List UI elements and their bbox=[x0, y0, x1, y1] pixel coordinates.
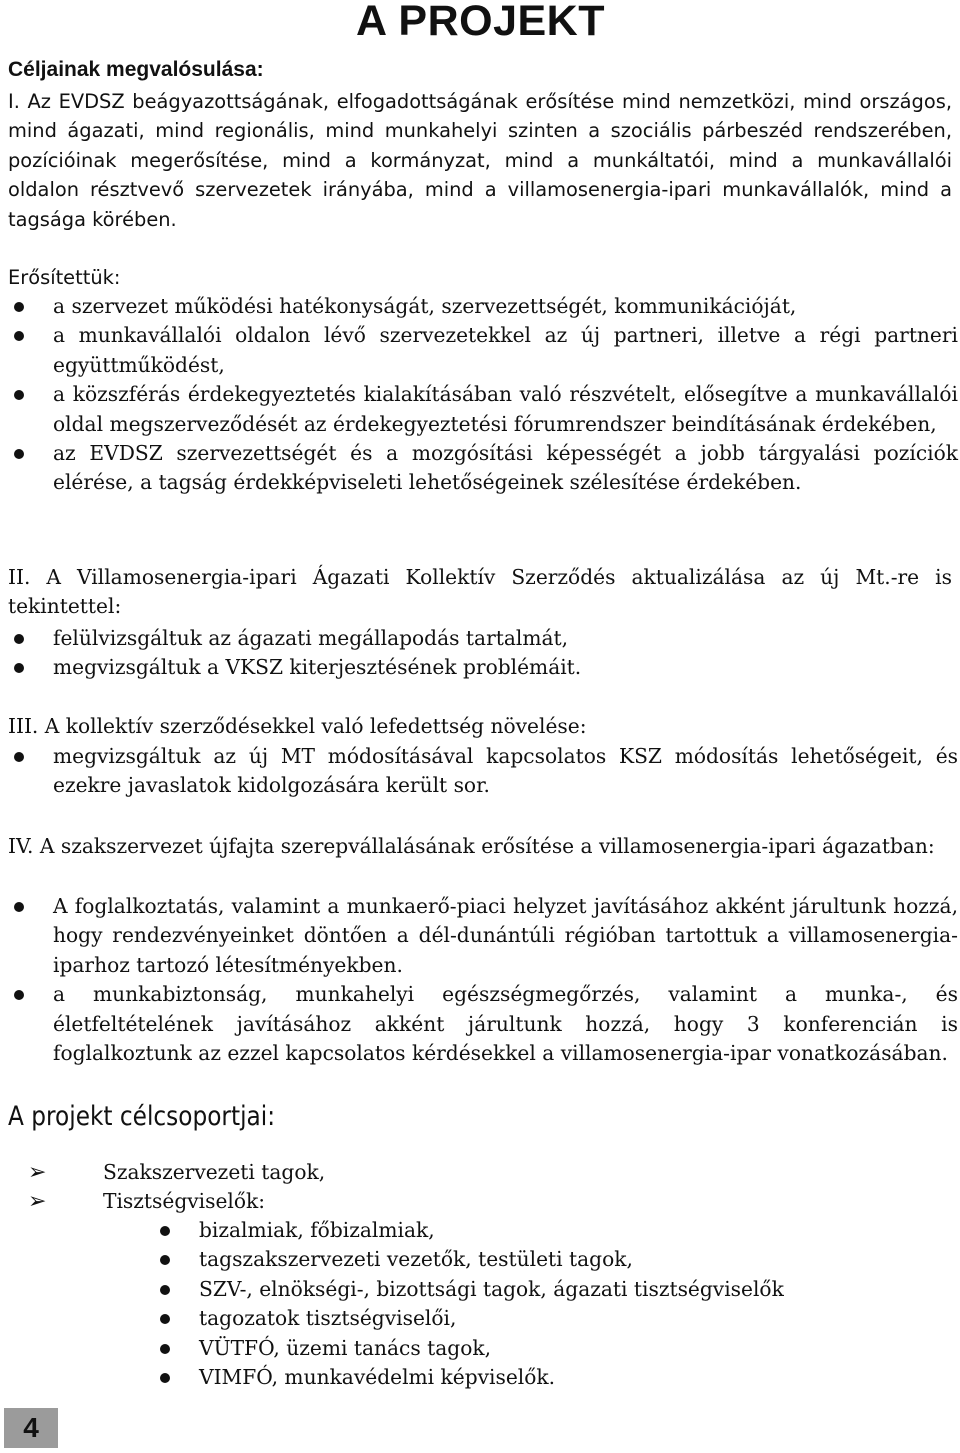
bullet-icon bbox=[14, 990, 24, 1000]
list-item: bizalmiak, főbizalmiak, bbox=[146, 1216, 784, 1245]
list-item: a szervezet működési hatékonyságát, szervezettségét, kommunikációját, bbox=[0, 292, 958, 321]
officials-sub-list bbox=[146, 1216, 784, 1392]
bullet-icon bbox=[14, 331, 24, 341]
list-item: ➢ Tisztségviselők: bbox=[28, 1189, 266, 1214]
list-item: A foglalkoztatás, valamint a munkaerő-piaci helyzet javításához akként járultunk hozzá, hogy rendezvényeinket döntően a dél-dunántúli régióban tartottuk a villamosenergia-iparhoz tartozó létesítményekben. bbox=[0, 892, 958, 980]
bullet-icon bbox=[160, 1226, 170, 1236]
bullet-icon bbox=[14, 634, 24, 644]
section-2-bullet-list bbox=[0, 624, 958, 683]
list-item: a munkavállalói oldalon lévő szervezetekkel az új partneri, illetve a régi partneri együttműködést, bbox=[0, 321, 958, 380]
bullet-icon bbox=[14, 663, 24, 673]
bullet-icon bbox=[14, 902, 24, 912]
bullet-icon bbox=[160, 1314, 170, 1324]
page-number-badge: 4 bbox=[4, 1408, 58, 1448]
list-item: megvizsgáltuk a VKSZ kiterjesztésének problémáit. bbox=[0, 653, 958, 682]
arrow-bullet-icon: ➢ bbox=[28, 1160, 47, 1185]
list-item: ➢ Szakszervezeti tagok, bbox=[28, 1160, 326, 1185]
section-3-intro: III. A kollektív szerződésekkel való lefedettség növelése: bbox=[8, 714, 587, 738]
bullet-icon bbox=[14, 302, 24, 312]
bullet-icon bbox=[160, 1255, 170, 1265]
arrow-bullet-icon: ➢ bbox=[28, 1189, 47, 1214]
section-1-bullet-list bbox=[0, 292, 958, 498]
bullet-icon bbox=[14, 449, 24, 459]
list-item: VÜTFÓ, üzemi tanács tagok, bbox=[146, 1334, 784, 1363]
section-2-intro: II. A Villamosenergia-ipari Ágazati Kollektív Szerződés aktualizálása az új Mt.-re is tekintettel: bbox=[8, 565, 952, 619]
section-3-bullet-list bbox=[0, 742, 958, 801]
section-1-intro: I. Az EVDSZ beágyazottságának, elfogadottságának erősítése mind nemzetközi, mind országos, mind ágazati, mind regionális, mind munkahelyi szinten a szociális párbeszéd rendszerében, pozícióinak megerősítése, mind a kormányzat, mind a munkáltatói, mind a munkavállalói oldalon résztvevő szervezetek irányába, mind a villamosenergia-ipari munkavállalók, mind a tagsága körében. bbox=[8, 90, 952, 231]
bullet-icon bbox=[160, 1344, 170, 1354]
list-item: a munkabiztonság, munkahelyi egészségmegőrzés, valamint a munka-, és életfeltételének javításához akként járultunk hozzá, hogy 3 konferencián is foglalkoztunk az ezzel kapcsolatos kérdésekkel a villamosenergia-ipar vonatkozásában. bbox=[0, 980, 958, 1068]
bullet-icon bbox=[14, 752, 24, 762]
list-item: megvizsgáltuk az új MT módosításával kapcsolatos KSZ módosítás lehetőségeit, és ezekre javaslatok kidolgozására került sor. bbox=[0, 742, 958, 801]
list-item: tagszakszervezeti vezetők, testületi tagok, bbox=[146, 1245, 784, 1274]
section-4-bullet-list bbox=[0, 892, 958, 1068]
list-item: felülvizsgáltuk az ágazati megállapodás tartalmát, bbox=[0, 624, 958, 653]
list-item: VIMFÓ, munkavédelmi képviselők. bbox=[146, 1363, 784, 1392]
bullet-icon bbox=[160, 1285, 170, 1295]
page-title: A PROJEKT bbox=[356, 0, 605, 45]
list-item: SZV-, elnökségi-, bizottsági tagok, ágazati tisztségviselők bbox=[146, 1275, 784, 1304]
bullet-icon bbox=[160, 1373, 170, 1383]
list-item: az EVDSZ szervezettségét és a mozgósítási képességét a jobb tárgyalási pozíciók elérése, a tagság érdekképviseleti lehetőségeinek szélesítése érdekében. bbox=[0, 439, 958, 498]
list-item: tagozatok tisztségviselői, bbox=[146, 1304, 784, 1333]
target-groups-heading: A projekt célcsoportjai: bbox=[8, 1101, 276, 1132]
bullet-icon bbox=[14, 390, 24, 400]
target-groups-list bbox=[28, 1158, 325, 1216]
list-item: a közszférás érdekegyeztetés kialakításában való részvételt, elősegítve a munkavállalói oldal megszerveződését az érdekegyeztetési fórumrendszer beindításának érdekében, bbox=[0, 380, 958, 439]
section-1-lead: Erősítettük: bbox=[8, 266, 121, 289]
section-4-intro: IV. A szakszervezet újfajta szerepvállalásának erősítése a villamosenergia-ipari ágazatban: bbox=[8, 834, 935, 858]
goals-subheading: Céljainak megvalósulása: bbox=[8, 58, 264, 81]
